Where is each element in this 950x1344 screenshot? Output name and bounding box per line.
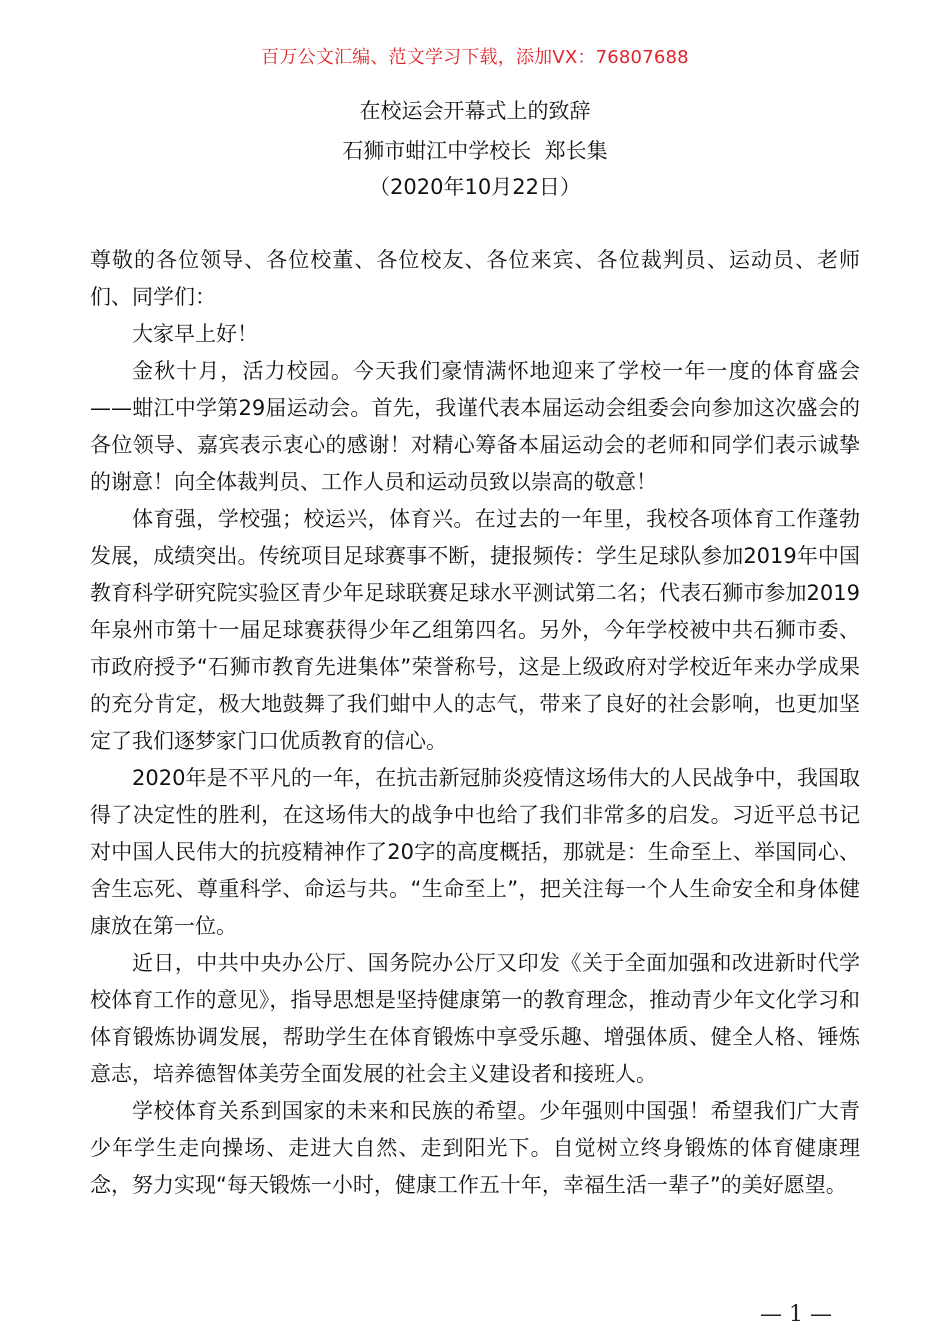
salutation: 尊敬的各位领导、各位校董、各位校友、各位来宾、各位裁判员、运动员、老师们、同学们： [90, 248, 860, 309]
paragraph-opening: 金秋十月，活力校园。今天我们豪情满怀地迎来了学校一年一度的体育盛会——蚶江中学第29届运动会。首先，我谨代表本届运动会组委会向参加这次盛会的各位领导、嘉宾表示衷心的感谢！对精心筹备本届运动会的老师和同学们表示诚挚的谢意！向全体裁判员、工作人员和运动员致以崇高的敬意！ [90, 359, 860, 494]
promo-banner: 百万公文汇编、范文学习下载，添加VX：76807688 [261, 47, 689, 68]
paragraph-policy: 近日，中共中央办公厅、国务院办公厅又印发《关于全面加强和改进新时代学校体育工作的意见》，指导思想是坚持健康第一的教育理念，推动青少年文化学习和体育锻炼协调发展，帮助学生在体育锻炼中享受乐趣、增强体质、健全人格、锤炼意志，培养德智体美劳全面发展的社会主义建设者和接班人。 [90, 951, 860, 1086]
document-author: 石狮市蚶江中学校长 郑长集 [342, 139, 608, 163]
paragraph-achievements: 体育强，学校强；校运兴，体育兴。在过去的一年里，我校各项体育工作蓬勃发展，成绩突出。传统项目足球赛事不断，捷报频传：学生足球队参加2019年中国教育科学研究院实验区青少年足球联赛足球水平测试第二名；代表石狮市参加2019年泉州市第十一届足球赛获得少年乙组第四名。另外，今年学校被中共石狮市委、市政府授予“石狮市教育先进集体”荣誉称号，这是上级政府对学校近年来办学成果的充分肯定，极大地鼓舞了我们蚶中人的志气，带来了良好的社会影响，也更加坚定了我们逐梦家门口优质教育的信心。 [90, 507, 860, 753]
paragraph-closing: 学校体育关系到国家的未来和民族的希望。少年强则中国强！希望我们广大青少年学生走向操场、走进大自然、走到阳光下。自觉树立终身锻炼的体育健康理念，努力实现“每天锻炼一小时，健康工作五十年，幸福生活一辈子”的美好愿望。 [90, 1099, 860, 1197]
paragraph-pandemic: 2020年是不平凡的一年，在抗击新冠肺炎疫情这场伟大的人民战争中，我国取得了决定性的胜利，在这场伟大的战争中也给了我们非常多的启发。习近平总书记对中国人民伟大的抗疫精神作了20字的高度概括，那就是：生命至上、举国同心、舍生忘死、尊重科学、命运与共。“生命至上”，把关注每一个人生命安全和身体健康放在第一位。 [90, 766, 860, 938]
document-date: （2020年10月22日） [369, 175, 581, 199]
page-number: — 1 — [760, 1302, 832, 1327]
document-title: 在校运会开幕式上的致辞 [359, 99, 591, 123]
paragraph-greeting: 大家早上好！ [132, 322, 258, 346]
speech-body [90, 242, 860, 1204]
